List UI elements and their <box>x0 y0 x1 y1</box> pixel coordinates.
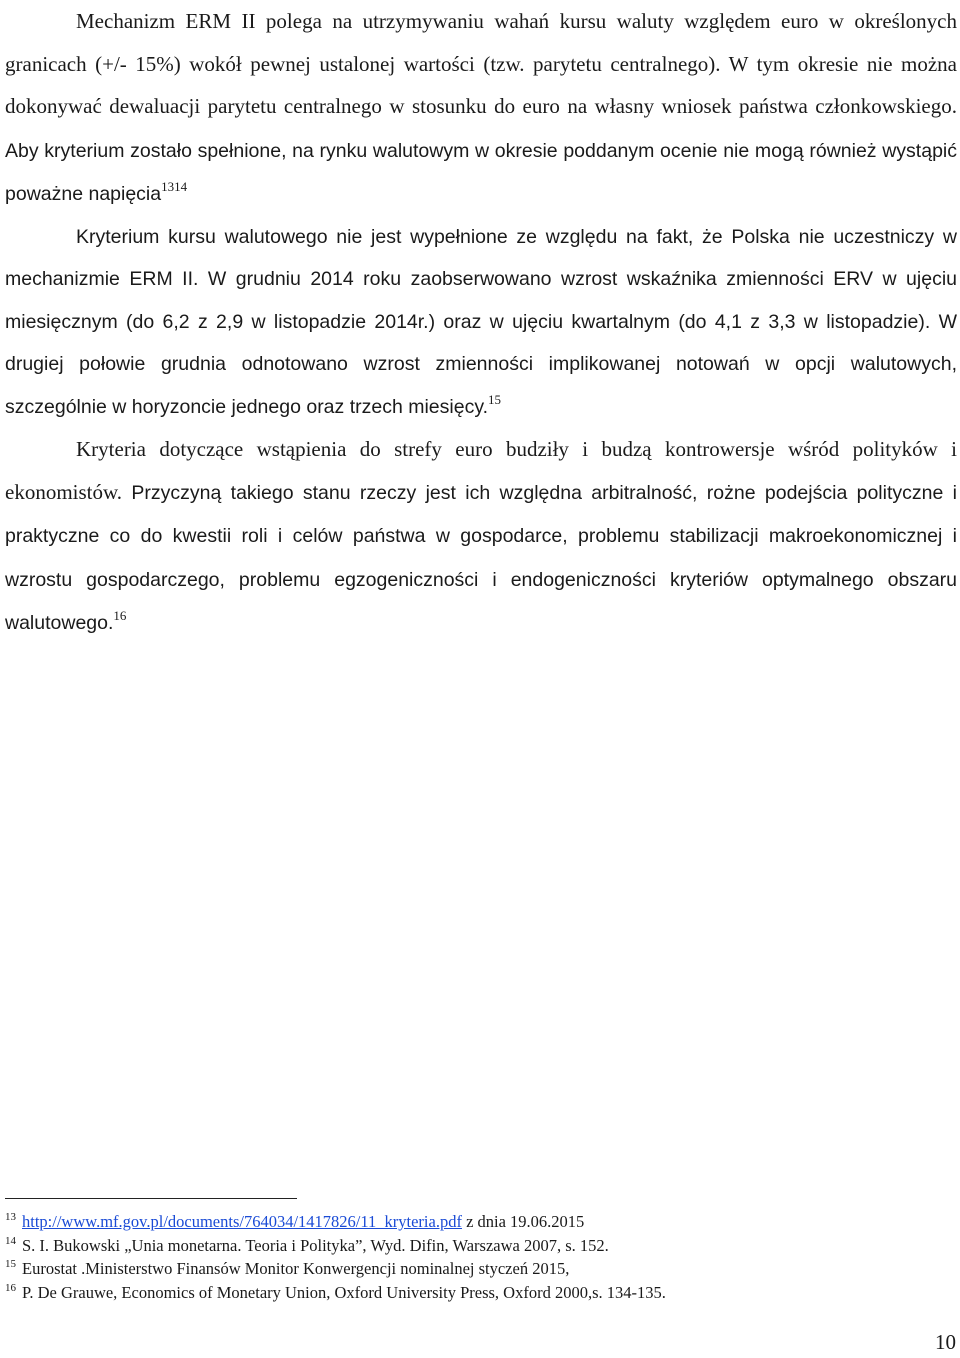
paragraph-erm-part1: Mechanizm ERM II polega na utrzymywaniu wahań kursu waluty względem euro w określonych granicach (+/- 15%) wokół pewnej ustalonej wartości (tzw. parytetu centralnego). W tym okresie nie można dokonywać dewaluacji parytetu centralnego w stosunku do euro na własny wniosek państwa członkowskiego. <box>5 9 957 118</box>
footnote-16-text: P. De Grauwe, Economics of Monetary Union, Oxford University Press, Oxford 2000,s. 134-135. <box>22 1282 666 1302</box>
footnote-number-15: 15 <box>5 1258 16 1270</box>
footnote-14-text: S. I. Bukowski „Unia monetarna. Teoria i Polityka”, Wyd. Difin, Warszawa 2007, s. 152. <box>22 1235 609 1255</box>
footnote-13-text: z dnia 19.06.2015 <box>461 1212 585 1231</box>
footnote-separator <box>5 1198 297 1199</box>
paragraph-erm-mechanism <box>5 0 957 216</box>
paragraph-controversy-part1: Kryteria dotyczące wstąpienia do strefy euro budziły i budzą kontrowersje wśród polityków i ekonomistów. <box>5 437 957 504</box>
footnote-14 <box>5 1234 945 1258</box>
footnote-ref-15[interactable]: 15 <box>488 391 502 407</box>
paragraph-criteria-controversy <box>5 428 957 645</box>
paragraph-exchange-rate-criterion <box>5 216 957 429</box>
footnote-number-16: 16 <box>5 1281 16 1294</box>
footnote-15 <box>5 1257 945 1281</box>
footnote-15-text: Eurostat .Ministerstwo Finansów Monitor Konwergencji nominalnej styczeń 2015, <box>22 1259 570 1278</box>
paragraph-criterion-text: Kryterium kursu walutowego nie jest wypełnione ze względu na fakt, że Polska nie uczestniczy w mechanizmie ERM II. W grudniu 2014 roku zaobserwowano wzrost wskaźnika zmienności ERV w ujęciu miesięcznym (do 6,2 z 2,9 w listopadzie 2014r.) oraz w ujęciu kwartalnym (do 4,1 z 3,3 w listopadzie). W drugiej połowie grudnia odnotowano wzrost zmienności implikowanej notowań w opcji walutowych, szczególnie w horyzoncie jednego oraz trzech miesięcy. <box>5 225 957 418</box>
footnote-ref-16[interactable]: 16 <box>113 608 127 623</box>
footnote-ref-1314[interactable]: 1314 <box>161 179 188 194</box>
paragraph-erm-part2: Aby kryterium zostało spełnione, na rynku walutowym w okresie poddanym ocenie nie mogą również wystąpić poważne napięcia <box>5 139 957 205</box>
footnote-16 <box>5 1281 945 1305</box>
page-number: 10 <box>935 1330 956 1354</box>
footnote-number-14: 14 <box>5 1234 16 1247</box>
footnote-13 <box>5 1210 945 1234</box>
body-text <box>5 0 957 645</box>
paragraph-controversy-part2: Przyczyną takiego stanu rzeczy jest ich względna arbitralność, rożne podejścia polityczne i praktyczne co do kwestii roli i celów państwa w gospodarce, problemu stabilizacji makroekonomicznej i wzrostu gospodarczego, problemu egzogeniczności i endogeniczności kryteriów optymalnego obszaru walutowego. <box>5 481 957 634</box>
footnote-13-link[interactable]: http://www.mf.gov.pl/documents/764034/1417826/11_kryteria.pdf <box>22 1212 462 1231</box>
footnote-number-13: 13 <box>5 1211 16 1223</box>
footnotes <box>5 1210 945 1304</box>
